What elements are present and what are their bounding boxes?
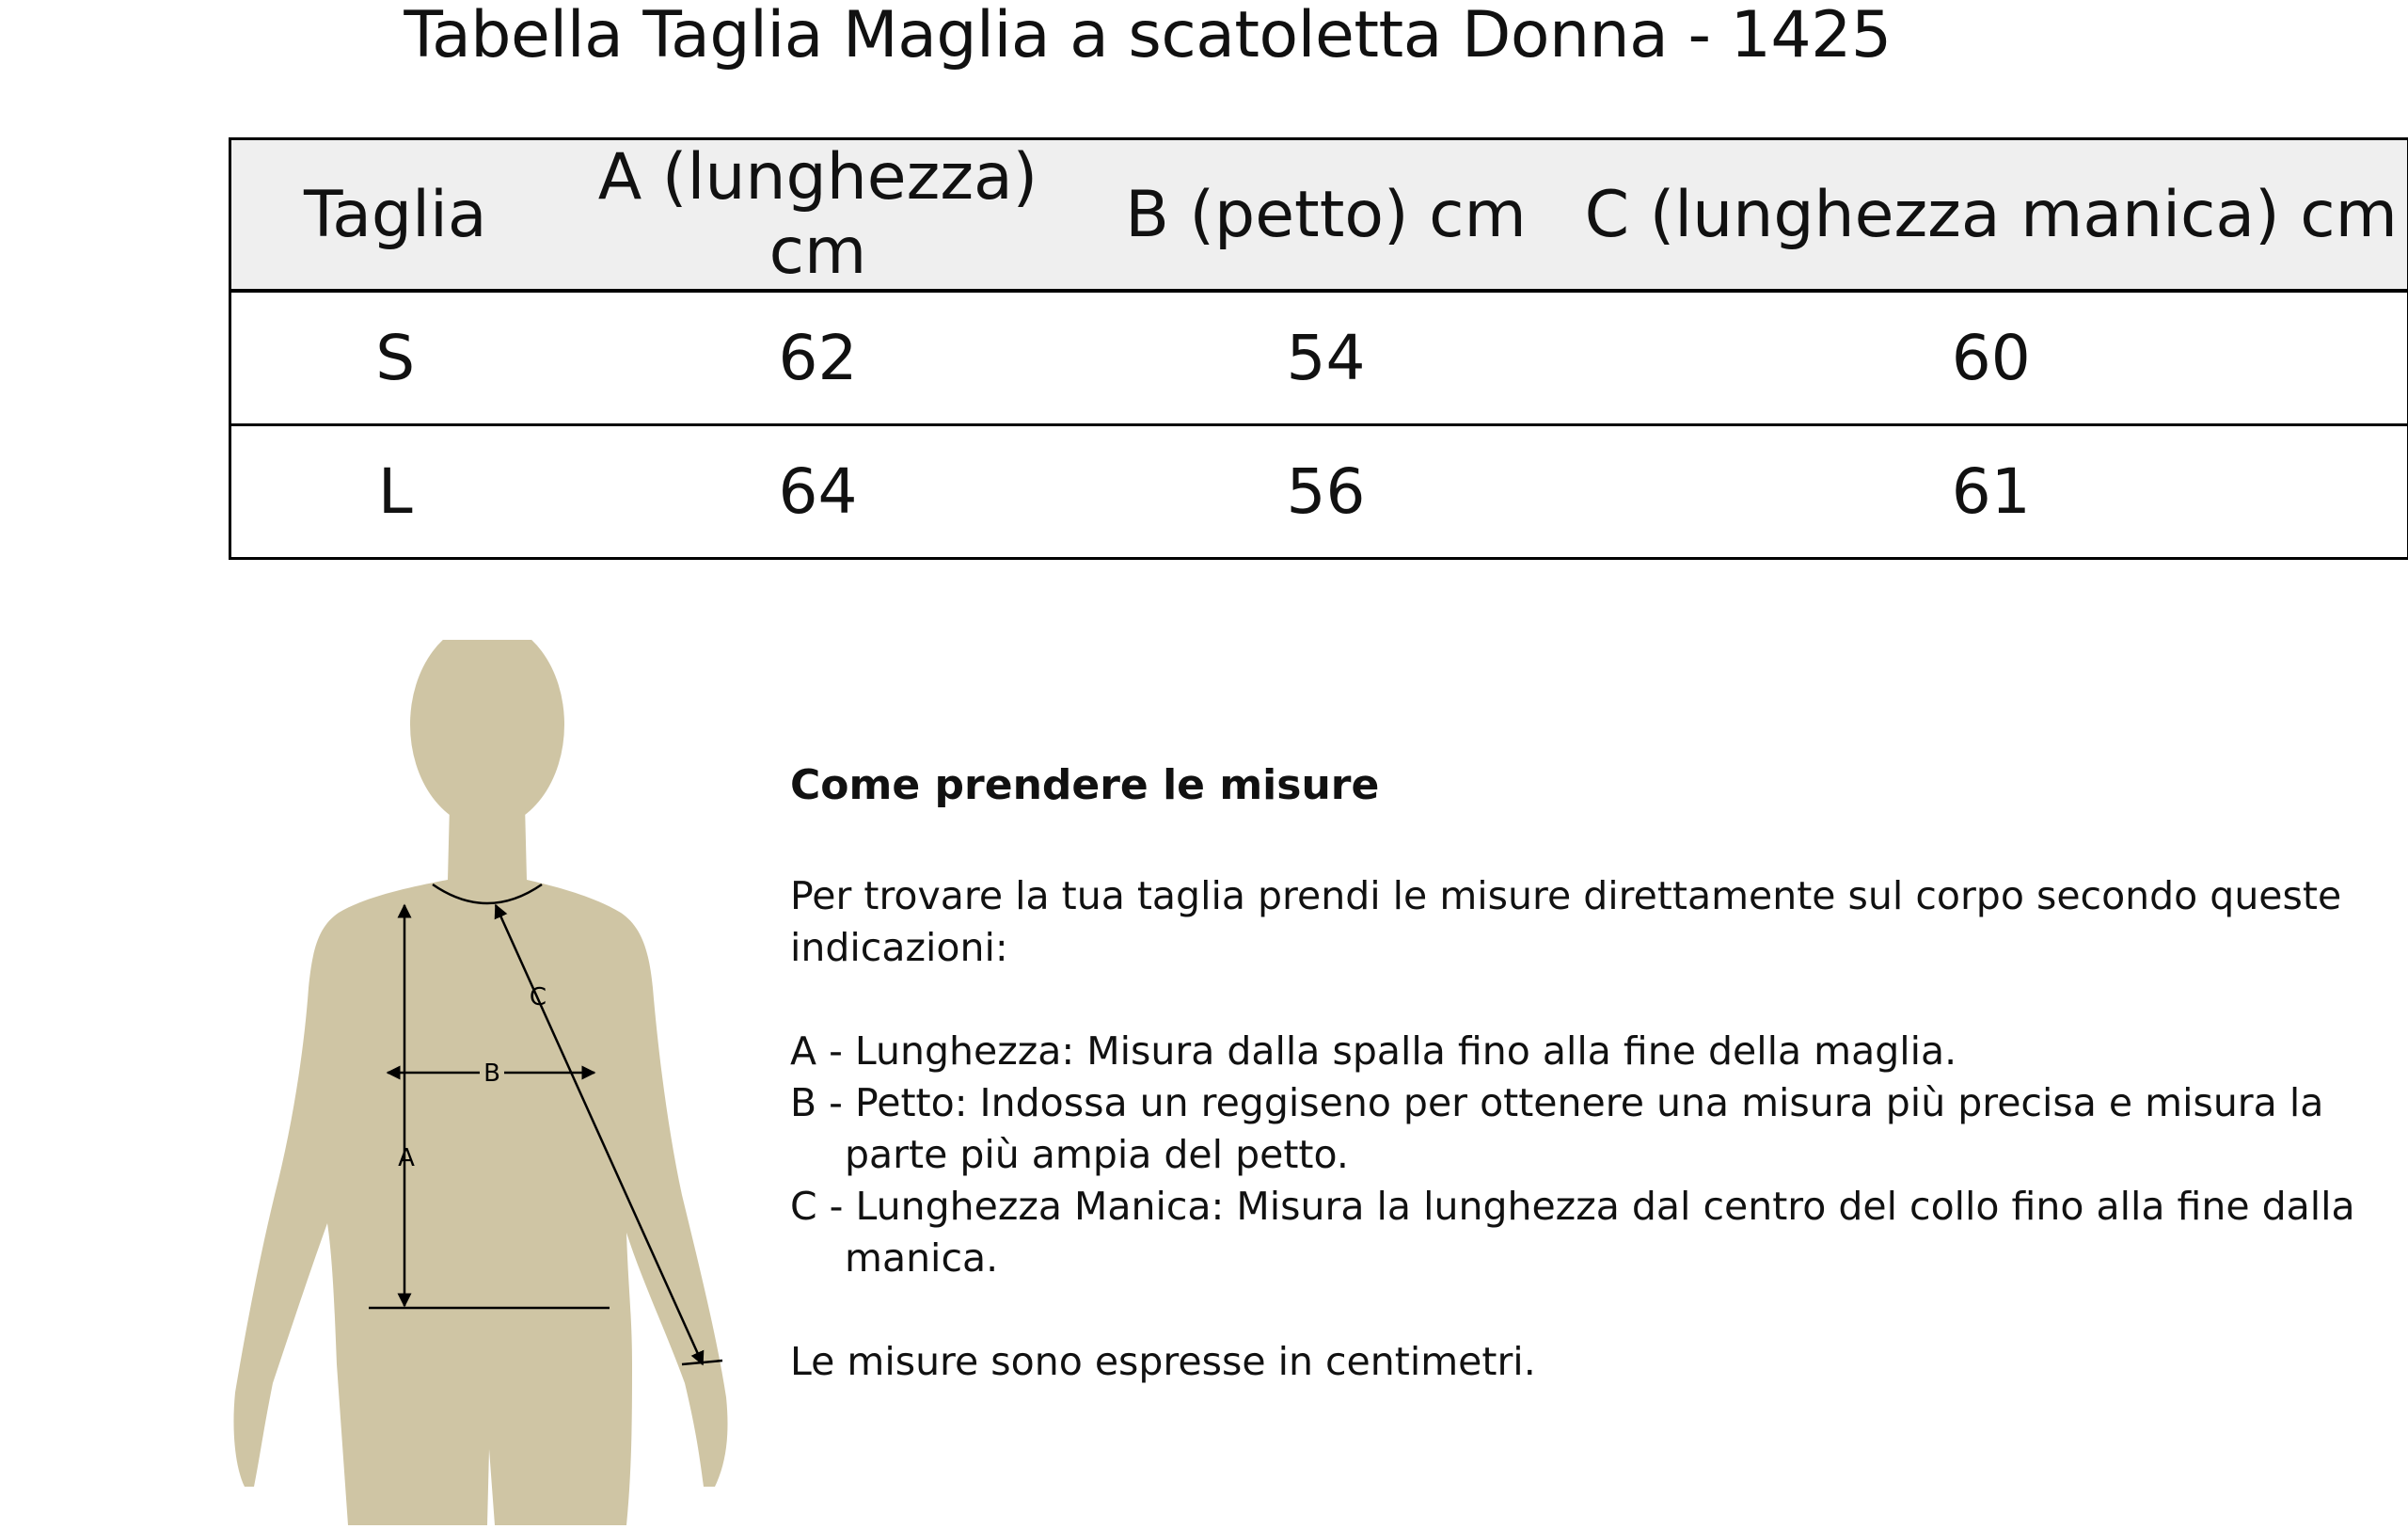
body-shape <box>233 804 727 1525</box>
cell-chest: 56 <box>1077 424 1576 558</box>
header-size: Taglia <box>230 139 560 292</box>
instructions-note: Le misure sono espresse in centimetri. <box>790 1336 2389 1388</box>
instruction-item-a: A - Lunghezza: Misura dalla spalla fino alla fine della maglia. <box>790 1026 2389 1077</box>
table-row <box>230 291 2408 424</box>
header-sleeve-length: C (lunghezza manica) cm <box>1576 139 2408 292</box>
measurement-instructions <box>790 753 2389 1388</box>
instructions-intro: Per trovare la tua taglia prendi le misure direttamente sul corpo secondo queste indicazioni: <box>790 870 2389 974</box>
cell-length: 64 <box>560 424 1077 558</box>
head-shape <box>410 640 564 828</box>
cell-size: S <box>230 291 560 424</box>
table-row <box>230 424 2408 558</box>
header-length: A (lunghezza) cm <box>560 139 1077 292</box>
label-c: C <box>530 983 547 1011</box>
instruction-item-b: B - Petto: Indossa un reggiseno per ottenere una misura più precisa e misura la parte più ampia del petto. <box>790 1077 2389 1181</box>
cell-chest: 54 <box>1077 291 1576 424</box>
table-header-row <box>230 139 2408 292</box>
body-measurement-figure <box>207 640 771 1525</box>
cell-sleeve-length: 60 <box>1576 291 2408 424</box>
cell-length: 62 <box>560 291 1077 424</box>
label-a: A <box>398 1144 415 1172</box>
label-b: B <box>483 1059 500 1088</box>
body-silhouette-svg <box>207 640 771 1525</box>
cell-sleeve-length: 61 <box>1576 424 2408 558</box>
silhouette <box>233 640 727 1525</box>
size-table <box>229 137 2408 560</box>
header-chest: B (petto) cm <box>1077 139 1576 292</box>
instructions-heading: Come prendere le misure <box>790 753 2389 819</box>
cell-size: L <box>230 424 560 558</box>
instruction-item-c: C - Lunghezza Manica: Misura la lunghezza dal centro del collo fino alla fine dalla manica. <box>790 1181 2389 1284</box>
page-title: Tabella Taglia Maglia a scatoletta Donna - 1425 <box>0 0 2295 72</box>
